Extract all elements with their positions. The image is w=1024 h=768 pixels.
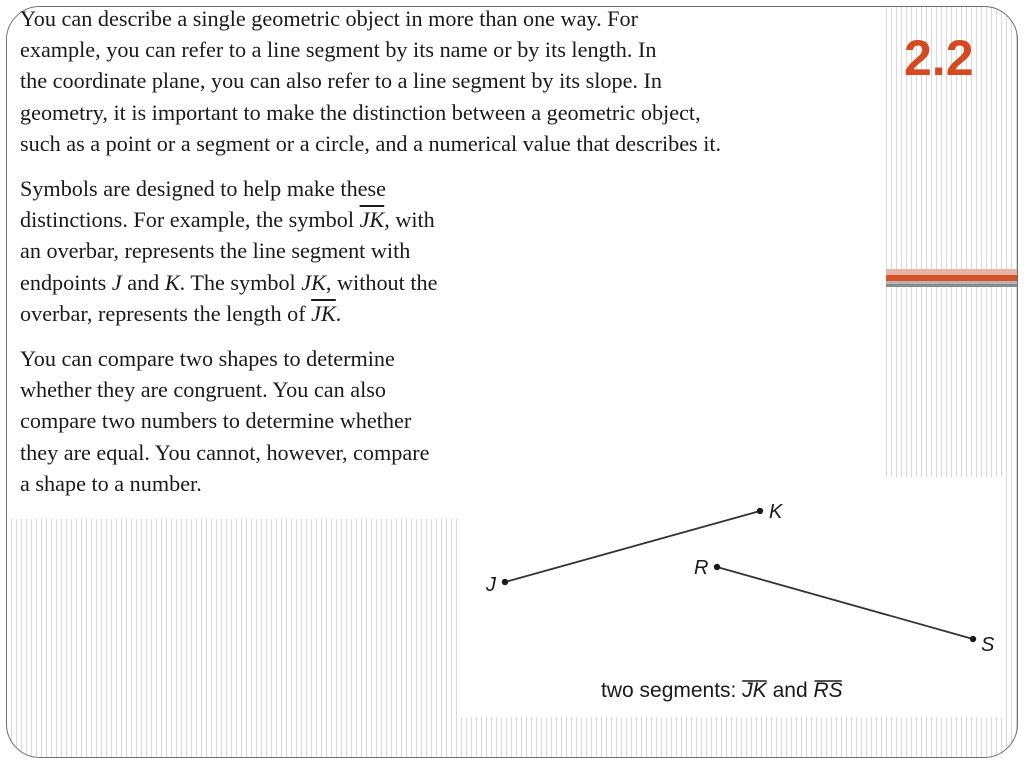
accent-bars bbox=[886, 269, 1018, 287]
text-run: distinctions. For example, the symbol bbox=[20, 207, 360, 233]
paragraph-line: a shape to a number. bbox=[20, 470, 202, 496]
caption-segment-jk: JK bbox=[742, 679, 767, 702]
segment-symbol: $\overline{JK}$ bbox=[359, 207, 385, 233]
text-run: , without the bbox=[325, 269, 438, 295]
caption-and: and bbox=[766, 679, 814, 702]
point-name: K bbox=[164, 269, 180, 295]
paragraph-line: they are equal. You cannot, however, compare bbox=[20, 439, 430, 465]
paragraph-compare bbox=[20, 343, 429, 499]
paragraph-line bbox=[20, 267, 437, 298]
paragraph-intro bbox=[20, 3, 721, 159]
point-s bbox=[970, 636, 976, 642]
paragraph-line: an overbar, represents the line segment with bbox=[20, 238, 411, 264]
segment-rs bbox=[717, 567, 973, 639]
figure-caption bbox=[601, 679, 843, 702]
point-name: J bbox=[111, 269, 122, 295]
paragraph-line bbox=[20, 204, 437, 235]
paragraph-line: compare two numbers to determine whether bbox=[20, 408, 412, 434]
paragraph-line: geometry, it is important to make the distinction between a geometric object, bbox=[20, 99, 701, 125]
slide-number: 2.2 bbox=[904, 30, 974, 86]
segment-symbol: $\overline{JK}$ bbox=[311, 300, 336, 326]
paragraph-line bbox=[20, 298, 437, 329]
paragraph-line: the coordinate plane, you can also refer to a line segment by its slope. In bbox=[20, 68, 662, 94]
paragraph-line: such as a point or a segment or a circle, and a numerical value that describes it. bbox=[20, 130, 722, 156]
point-k bbox=[757, 508, 763, 514]
text-run: and bbox=[121, 269, 165, 295]
label-k: K bbox=[769, 501, 783, 523]
label-s: S bbox=[981, 634, 995, 656]
caption-prefix: two segments: bbox=[601, 679, 743, 702]
text-run: . bbox=[335, 300, 342, 326]
paragraph-line: You can describe a single geometric object in more than one way. For bbox=[20, 6, 638, 31]
segments-figure bbox=[460, 477, 1006, 717]
paragraph-line: Symbols are designed to help make these bbox=[20, 176, 387, 201]
point-r bbox=[714, 564, 720, 570]
label-j: J bbox=[486, 574, 496, 596]
paragraph-symbols bbox=[20, 173, 437, 329]
paragraph-line: example, you can refer to a line segment by its name or by its length. In bbox=[20, 37, 657, 63]
segments-diagram bbox=[460, 477, 1006, 717]
text-run: . The symbol bbox=[179, 269, 302, 295]
text-run: endpoints bbox=[20, 269, 112, 295]
paragraph-line: You can compare two shapes to determine bbox=[20, 346, 395, 371]
point-j bbox=[502, 579, 508, 585]
paragraph-line: whether they are congruent. You can also bbox=[20, 377, 386, 403]
text-run: , with bbox=[384, 207, 435, 233]
length-symbol: JK bbox=[301, 269, 326, 295]
label-r: R bbox=[694, 557, 709, 579]
text-run: overbar, represents the length of bbox=[20, 300, 312, 326]
segment-jk bbox=[505, 511, 760, 582]
caption-segment-rs: RS bbox=[813, 679, 843, 702]
